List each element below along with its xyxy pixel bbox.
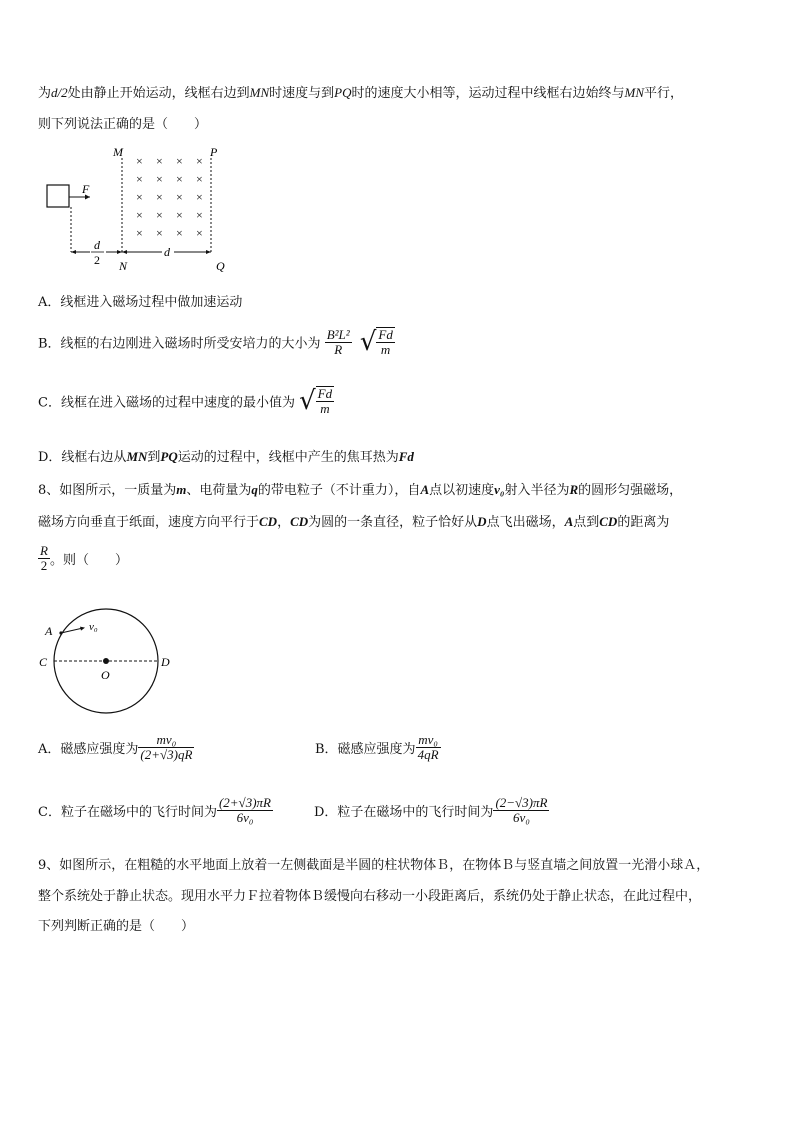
q8-text: 射入半径为 (504, 483, 570, 498)
field-cross-0-3: × (196, 154, 203, 168)
q8-v0: v₀ (494, 482, 505, 497)
q8-figure (35, 608, 180, 718)
field-cross-4-1: × (156, 226, 163, 240)
q7-option-B (38, 327, 395, 357)
q7-text: 平行， (644, 86, 684, 101)
q7-text: 时的速度大小相等，运动过程中线框右边始终与 (351, 86, 625, 101)
q8-line-3 (38, 544, 128, 573)
q9-line-2: 整个系统处于静止状态。现用水平力Ｆ拉着物体Ｂ缓慢向右移动一小段距离后，系统仍处于静止状态，在此过程中， (38, 889, 702, 904)
field-cross-2-2: × (176, 190, 183, 204)
q8-text: 、电荷量为 (186, 483, 252, 498)
q7-text: 处由静止开始运动，线框右边到 (67, 86, 250, 101)
frac-den: 6v₀ (513, 810, 530, 825)
sqrt-den: m (380, 342, 391, 357)
q8-text: ， (277, 515, 291, 530)
coil-frame (47, 185, 69, 207)
option-B-fraction (416, 733, 441, 762)
frac-num: B²L² (326, 326, 350, 342)
q8-cd: CD (290, 514, 309, 529)
q8-line-2 (38, 511, 669, 530)
frac-den: 2 (40, 558, 48, 573)
q8-D: D (477, 514, 487, 529)
q7-d-half: d/2 (51, 85, 68, 100)
option-A-fraction (138, 733, 194, 762)
frac-num: (2+√3)πR (218, 795, 271, 810)
frac-den: 4qR (417, 747, 439, 762)
label-P: P (210, 145, 218, 159)
option-B-text: B．线框的右边刚进入磁场时所受安培力的大小为 (38, 336, 321, 352)
label-D: D (161, 655, 170, 669)
field-cross-3-2: × (176, 208, 183, 222)
q8-option-B (315, 733, 441, 762)
center-O (103, 658, 109, 664)
field-cross-4-3: × (196, 226, 203, 240)
option-C-fraction (217, 796, 273, 825)
q8-text: 的距离为 (617, 515, 670, 530)
q8-text: 8、如图所示，一质量为 (38, 483, 177, 498)
label-Q: Q (216, 259, 225, 273)
q7-question: 则下列说法正确的是（ ） (38, 117, 208, 132)
q8-text: 点以初速度 (429, 483, 495, 498)
q7-intro-line (38, 82, 683, 101)
q8-distance-fraction (38, 544, 50, 573)
q8-cd: CD (259, 514, 278, 529)
field-cross-4-2: × (176, 226, 183, 240)
frac-num: (2−√3)πR (495, 795, 548, 810)
q8-m: m (176, 482, 187, 497)
option-D-mn: MN (126, 449, 148, 464)
option-D-text: D．粒子在磁场中的飞行时间为 (314, 805, 494, 820)
field-cross-0-0: × (136, 154, 143, 168)
field-cross-3-1: × (156, 208, 163, 222)
magnetic-field-crosses (136, 154, 203, 240)
q7-option-C (38, 386, 334, 416)
q7-mn: MN (249, 85, 270, 100)
field-cross-2-0: × (136, 190, 143, 204)
option-B-text: B．磁感应强度为 (315, 742, 416, 757)
q8-text: 的圆形匀强磁场， (578, 483, 683, 498)
label-F: F (82, 182, 90, 196)
label-A: A (45, 624, 53, 638)
label-C: C (39, 655, 48, 669)
q7-option-A: A．线框进入磁场过程中做加速运动 (38, 295, 243, 310)
q8-text: 。则（ ） (49, 553, 128, 568)
option-D-text: D．线框右边从 (38, 450, 127, 465)
q8-R: R (569, 482, 579, 497)
field-cross-4-0: × (136, 226, 143, 240)
option-D-value: Fd (398, 449, 414, 464)
q7-text: 时速度与到 (269, 86, 335, 101)
label-M: M (113, 145, 123, 159)
q8-q: q (251, 482, 258, 497)
field-cross-0-2: × (176, 154, 183, 168)
q8-text: 为圆的一条直径，粒子恰好从 (308, 515, 478, 530)
q7-option-D (38, 446, 414, 465)
field-cross-1-1: × (156, 172, 163, 186)
field-cross-1-2: × (176, 172, 183, 186)
frac-den: R (334, 341, 343, 357)
field-cross-1-3: × (196, 172, 203, 186)
field-cross-3-0: × (136, 208, 143, 222)
option-C-text: C．线框在进入磁场的过程中速度的最小值为 (38, 395, 295, 411)
sqrt-num: Fd (378, 327, 393, 342)
q8-line-1 (38, 479, 682, 498)
frac-den: (2+√3)qR (140, 747, 193, 762)
q8-option-A (38, 733, 194, 762)
q8-text: 的带电粒子（不计重力），自 (257, 483, 421, 498)
q8-A: A (564, 514, 574, 529)
q8-text: 点到 (573, 515, 600, 530)
field-cross-1-0: × (136, 172, 143, 186)
option-A-text: A．磁感应强度为 (38, 742, 139, 757)
frac-num: mv₀ (138, 733, 194, 748)
frac-den: 6v₀ (236, 810, 254, 825)
dim-d: d (164, 245, 170, 259)
label-v0: v₀ (89, 621, 98, 633)
option-C-text: C．粒子在磁场中的飞行时间为 (38, 805, 217, 820)
q9-line-3: 下列判断正确的是（ ） (38, 919, 195, 934)
q7-figure (40, 140, 240, 275)
option-D-text: 运动的过程中，线框中产生的焦耳热为 (177, 450, 399, 465)
field-cross-2-3: × (196, 190, 203, 204)
field-cross-2-1: × (156, 190, 163, 204)
option-D-pq: PQ (160, 449, 178, 464)
dim-d-num: d (94, 238, 100, 252)
option-B-fraction (325, 328, 352, 357)
field-cross-3-3: × (196, 208, 203, 222)
q8-option-D (314, 796, 549, 825)
q8-text: 磁场方向垂直于纸面，速度方向平行于 (38, 515, 260, 530)
option-D-fraction (493, 796, 549, 825)
option-D-text: 到 (147, 450, 161, 465)
q8-text: 点飞出磁场， (486, 515, 565, 530)
q7-pq: PQ (334, 85, 352, 100)
frac-num: R (40, 543, 48, 558)
q7-mn: MN (624, 85, 645, 100)
option-C-sqrt: √ $\frac{Fd}{m}$ (299, 386, 333, 416)
field-cross-0-1: × (156, 154, 163, 168)
sqrt-den: m (320, 401, 330, 416)
frac-num: mv₀ (416, 733, 441, 748)
label-N: N (119, 259, 128, 273)
label-O: O (101, 668, 110, 682)
q8-cd: CD (599, 514, 618, 529)
q8-A: A (420, 482, 430, 497)
sqrt-num: Fd (317, 386, 333, 401)
option-B-sqrt: √ $\frac{Fd}{m}$ (359, 327, 393, 357)
q9-line-1: 9、如图所示，在粗糙的水平地面上放着一左侧截面是半圆的柱状物体Ｂ，在物体Ｂ与竖直墙之间放置一光滑小球Ａ， (38, 858, 710, 873)
q8-option-C (38, 796, 273, 825)
dim-2-den: 2 (94, 253, 100, 267)
q7-text: 为 (38, 86, 52, 101)
